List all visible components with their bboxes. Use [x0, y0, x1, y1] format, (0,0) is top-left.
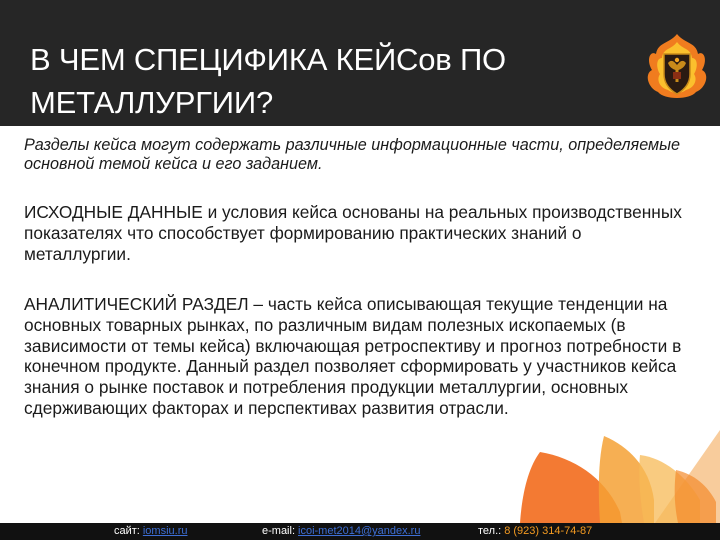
term-initial-data: ИСХОДНЫЕ ДАННЫЕ [24, 202, 203, 222]
intro-text: Разделы кейса могут содержать различные информационные части, определяемые основной темой кейса и его заданием. [24, 136, 681, 173]
footer-email-link[interactable]: icoi-met2014@yandex.ru [298, 525, 421, 537]
footer [0, 523, 720, 540]
footer-phone-value: 8 (923) 314-74-87 [504, 525, 593, 537]
title-bar [0, 0, 720, 126]
footer-site-link[interactable]: iomsiu.ru [142, 525, 188, 537]
footer-site [114, 523, 187, 540]
footer-phone-label: тел.: [478, 525, 502, 537]
footer-email [262, 523, 420, 540]
paragraph-analytical-section [24, 294, 684, 419]
paragraph-initial-data [24, 202, 684, 264]
footer-email-label: e-mail: [262, 525, 296, 537]
body-initial-data: и условия кейса основаны на реальных производственных показателях что способствует формированию практических знаний о металлургии. [24, 202, 682, 264]
term-analytical-section: АНАЛИТИЧЕСКИЙ РАЗДЕЛ [24, 294, 249, 314]
body-analytical-section: – часть кейса описывающая текущие тенденции на основных товарных рынках, по различным видам полезных ископаемых (в зависимости от темы кейса) включающая ретроспективу и прогноз потребности в конечном продукте. Данный раздел позволяет сформировать у участников кейса знания о рынке поставок и потребления продукции металлургии, основных сдерживающих факторах и перспективах развития отрасли. [24, 294, 682, 418]
footer-phone [478, 523, 592, 540]
footer-site-label: сайт: [114, 525, 140, 537]
slide-title: В ЧЕМ СПЕЦИФИКА КЕЙСов ПО МЕТАЛЛУРГИИ? [30, 42, 506, 120]
fire-emblem-icon [640, 30, 714, 104]
